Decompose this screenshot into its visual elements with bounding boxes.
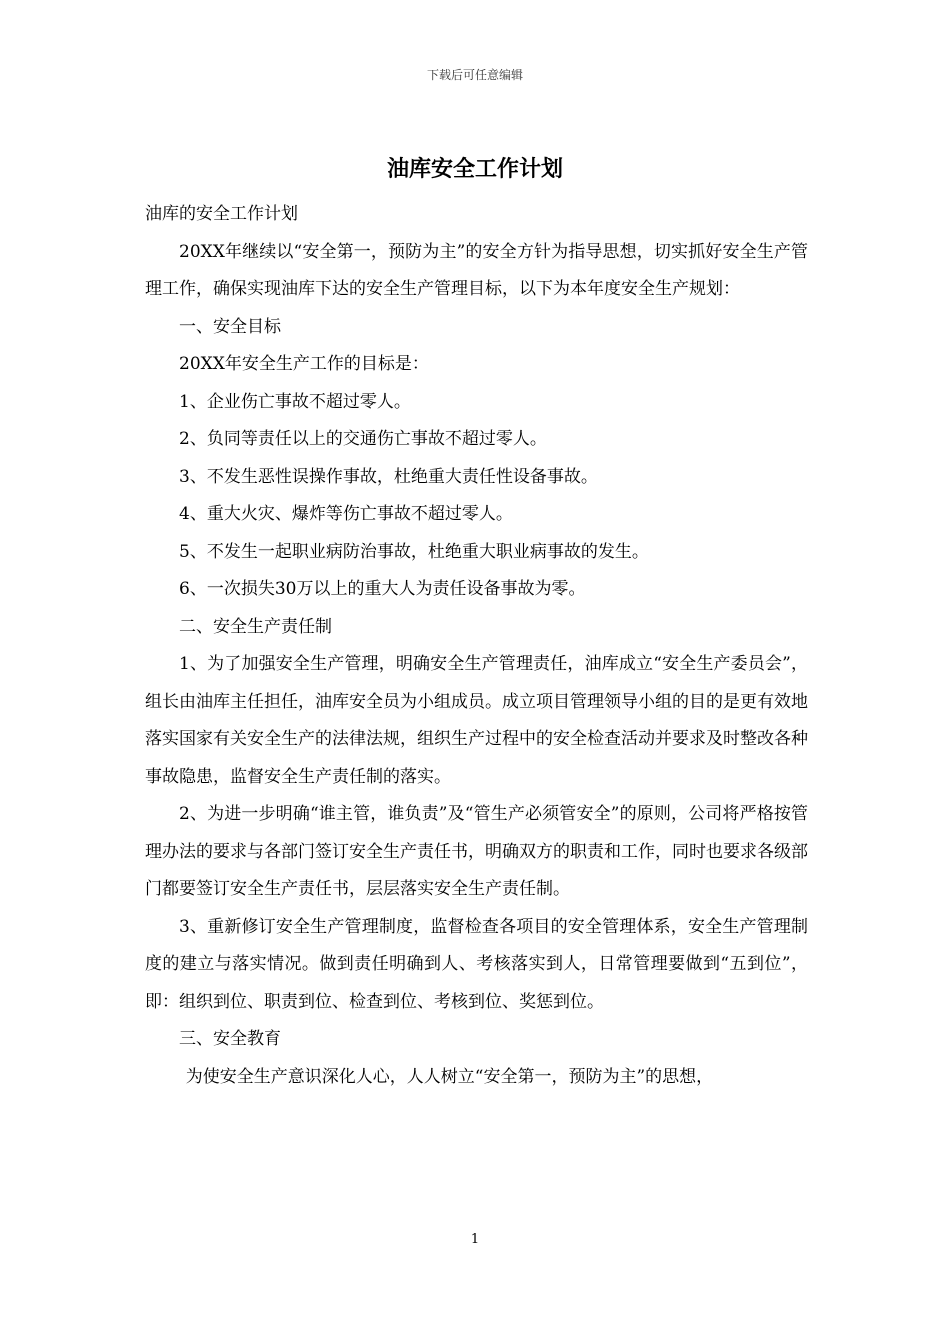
goal-item-5: 5、不发生一起职业病防治事故，杜绝重大职业病事故的发生。 xyxy=(179,541,649,562)
section-heading-safety-education: 三、安全教育 xyxy=(179,1029,281,1049)
document-body xyxy=(145,196,808,1096)
responsibility-paragraph-1: 1、为了加强安全生产管理，明确安全生产管理责任，油库成立“安全生产委员会”，组长由油库主任担任，油库安全员为小组成员。成立项目管理领导小组的目的是更有效地落实国家有关安全生产的法律法规，组织生产过程中的安全检查活动并要求及时整改各种事故隐患，监督安全生产责任制的落实。 xyxy=(145,654,808,787)
document-title: 油库安全工作计划 xyxy=(386,157,563,182)
intro-paragraph: 20XX年继续以“安全第一，预防为主”的安全方针为指导思想，切实抓好安全生产管理工作，确保实现油库下达的安全生产管理目标，以下为本年度安全生产规划： xyxy=(145,241,808,299)
education-paragraph: 为使安全生产意识深化人心，人人树立“安全第一，预防为主”的思想， xyxy=(185,1066,714,1087)
section-heading-safety-goals: 一、安全目标 xyxy=(179,316,281,337)
responsibility-paragraph-3: 3、重新修订安全生产管理制度，监督检查各项目的安全管理体系，安全生产管理制度的建立与落实情况。做到责任明确到人、考核落实到人，日常管理要做到“五到位”，即：组织到位、职责到位、检查到位、考核到位、奖惩到位。 xyxy=(145,916,808,1012)
responsibility-paragraph-2: 2、为进一步明确“谁主管，谁负责”及“管生产必须管安全”的原则，公司将严格按管理办法的要求与各部门签订安全生产责任书，明确双方的职责和工作，同时也要求各级部门都要签订安全生产责任书，层层落实安全生产责任制。 xyxy=(145,804,808,899)
page-number: 1 xyxy=(470,1232,480,1247)
goal-item-4: 4、重大火灾、爆炸等伤亡事故不超过零人。 xyxy=(179,504,513,524)
page-header-note: 下载后可任意编辑 xyxy=(426,68,523,82)
goal-item-6: 6、一次损失30万以上的重大人为责任设备事故为零。 xyxy=(179,579,586,599)
section-heading-responsibility: 二、安全生产责任制 xyxy=(179,616,332,637)
document-subtitle: 油库的安全工作计划 xyxy=(145,204,298,224)
goal-item-2: 2、负同等责任以上的交通伤亡事故不超过零人。 xyxy=(179,429,547,449)
goals-intro: 20XX年安全生产工作的目标是： xyxy=(179,354,429,374)
goal-item-1: 1、企业伤亡事故不超过零人。 xyxy=(179,391,411,412)
goal-item-3: 3、不发生恶性误操作事故，杜绝重大责任性设备事故。 xyxy=(179,466,598,487)
